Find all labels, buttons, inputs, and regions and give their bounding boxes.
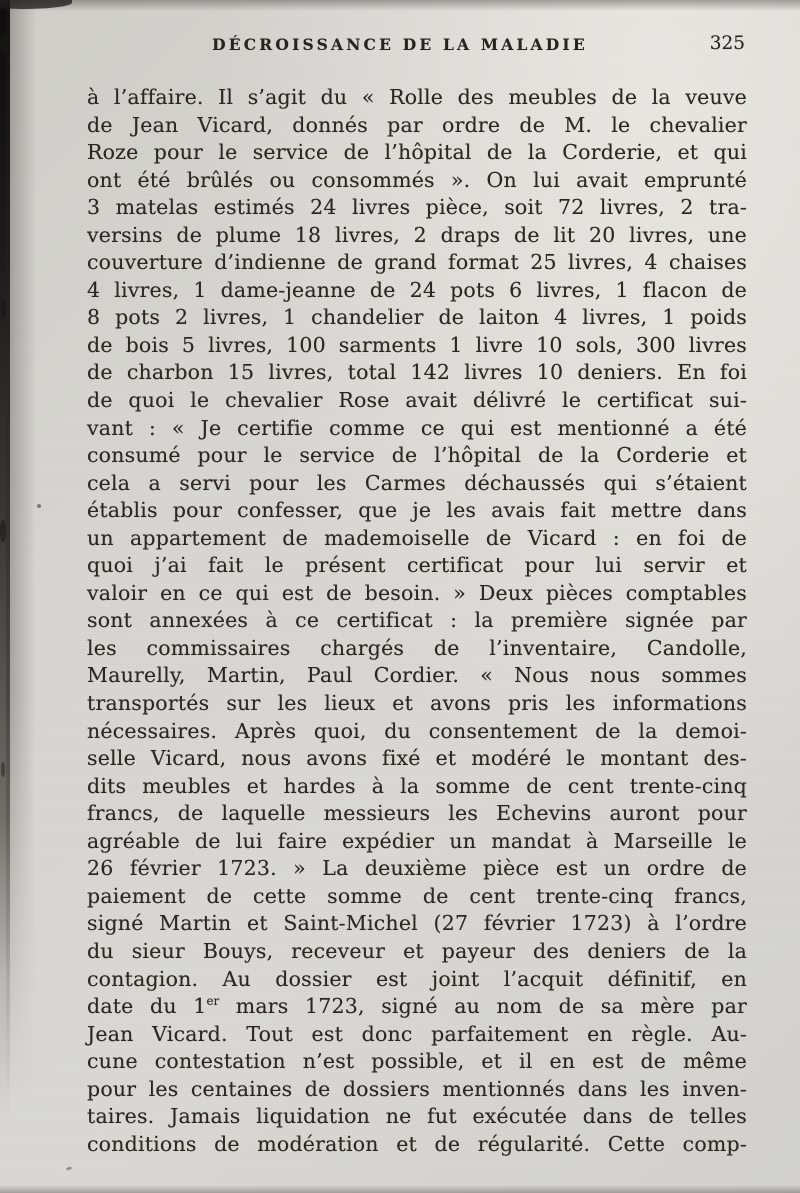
text-line: Maurelly, Martin, Paul Cordier. « Nous nous sommes <box>87 663 747 688</box>
text-line: 8 pots 2 livres, 1 chandelier de laiton 4 livres, 1 poids <box>87 305 747 330</box>
text-line: sont annexées à ce certificat : la première signée par <box>87 608 747 633</box>
text-line: de Jean Vicard, donnés par ordre de M. le chevalier <box>87 112 747 137</box>
text-line: valoir en ce qui est de besoin. » Deux pièces comptables <box>87 580 747 605</box>
scan-edge-mark <box>0 520 6 542</box>
scan-bottom-edge <box>0 1185 800 1193</box>
text-line: paiement de cette somme de cent trente-cinq francs, <box>87 883 747 908</box>
text-line <box>87 993 747 1021</box>
page-header <box>0 33 800 59</box>
text-line: les commissaires chargés de l’inventaire, Candolle, <box>87 635 747 660</box>
text-line: de quoi le chevalier Rose avait délivré le certificat sui- <box>87 388 747 413</box>
text-line: cela a servi pour les Carmes déchaussés qui s’étaient <box>87 470 747 495</box>
text-line: vant : « Je certifie comme ce qui est mentionné a été <box>87 415 747 440</box>
text-line: taires. Jamais liquidation ne fut exécutée dans de telles <box>87 1104 747 1129</box>
text-line: à l’affaire. Il s’agit du « Rolle des meubles de la veuve <box>87 85 747 109</box>
running-title: DÉCROISSANCE DE LA MALADIE <box>212 35 588 54</box>
text-line: transportés sur les lieux et avons pris les informations <box>87 691 747 716</box>
text-line: ont été brûlés ou consommés ». On lui avait emprunté <box>87 167 747 192</box>
text-line: couverture d’indienne de grand format 25 livres, 4 chaises <box>87 250 747 275</box>
text-line: contagion. Au dossier est joint l’acquit définitif, en <box>87 966 747 991</box>
text-line: pour les centaines de dossiers mentionnés dans les inven- <box>87 1076 747 1101</box>
text-line: conditions de modération et de régularité. Cette comp- <box>87 1131 747 1156</box>
paper-speck <box>37 504 41 508</box>
text-segment: date du 1 <box>87 994 207 1019</box>
superscript: er <box>206 994 220 1009</box>
text-line: signé Martin et Saint-Michel (27 février 1723) à l’ordre <box>87 911 747 936</box>
scan-top-edge <box>0 0 800 11</box>
text-line: Roze pour le service de l’hôpital de la Corderie, et qui <box>87 140 747 165</box>
text-line: 4 livres, 1 dame-jeanne de 24 pots 6 livres, 1 flacon de <box>87 277 747 302</box>
text-line: un appartement de mademoiselle de Vicard : en foi de <box>87 525 747 550</box>
text-line: cune contestation n’est possible, et il en est de même <box>87 1049 747 1074</box>
text-line: établis pour confesser, que je les avais fait mettre dans <box>87 498 747 523</box>
text-line: nécessaires. Après quoi, du consentement de la demoi- <box>87 718 747 743</box>
text-line: francs, de laquelle messieurs les Echevins auront pour <box>87 801 747 826</box>
text-line: consumé pour le service de l’hôpital de la Corderie et <box>87 443 747 468</box>
text-line: quoi j’ai fait le présent certificat pour lui servir et <box>87 553 747 578</box>
text-line: Jean Vicard. Tout est donc parfaitement en règle. Au- <box>87 1021 747 1046</box>
page-text <box>87 84 747 1158</box>
text-line: versins de plume 18 livres, 2 draps de lit 20 livres, une <box>87 222 747 247</box>
text-line: de bois 5 livres, 100 sarments 1 livre 10 sols, 300 livres <box>87 332 747 357</box>
text-segment: mars 1723, signé au nom de sa mère par <box>219 994 748 1019</box>
paper-speck <box>66 1166 73 1171</box>
scan-edge-mark <box>1 300 6 318</box>
text-line: de charbon 15 livres, total 142 livres 10 deniers. En foi <box>87 360 747 385</box>
scan-gutter-soft-shadow <box>6 0 36 1193</box>
text-line: du sieur Bouys, receveur et payeur des deniers de la <box>87 938 747 963</box>
page-number: 325 <box>709 33 745 54</box>
text-line: selle Vicard, nous avons fixé et modéré le montant des- <box>87 746 747 771</box>
text-line: agréable de lui faire expédier un mandat à Marseille le <box>87 828 747 853</box>
text-line: 26 février 1723. » La deuxième pièce est un ordre de <box>87 856 747 881</box>
text-line: 3 matelas estimés 24 livres pièce, soit 72 livres, 2 tra- <box>87 195 747 220</box>
scan-edge-mark <box>1 762 5 777</box>
text-line: dits meubles et hardes à la somme de cent trente-cinq <box>87 773 747 798</box>
